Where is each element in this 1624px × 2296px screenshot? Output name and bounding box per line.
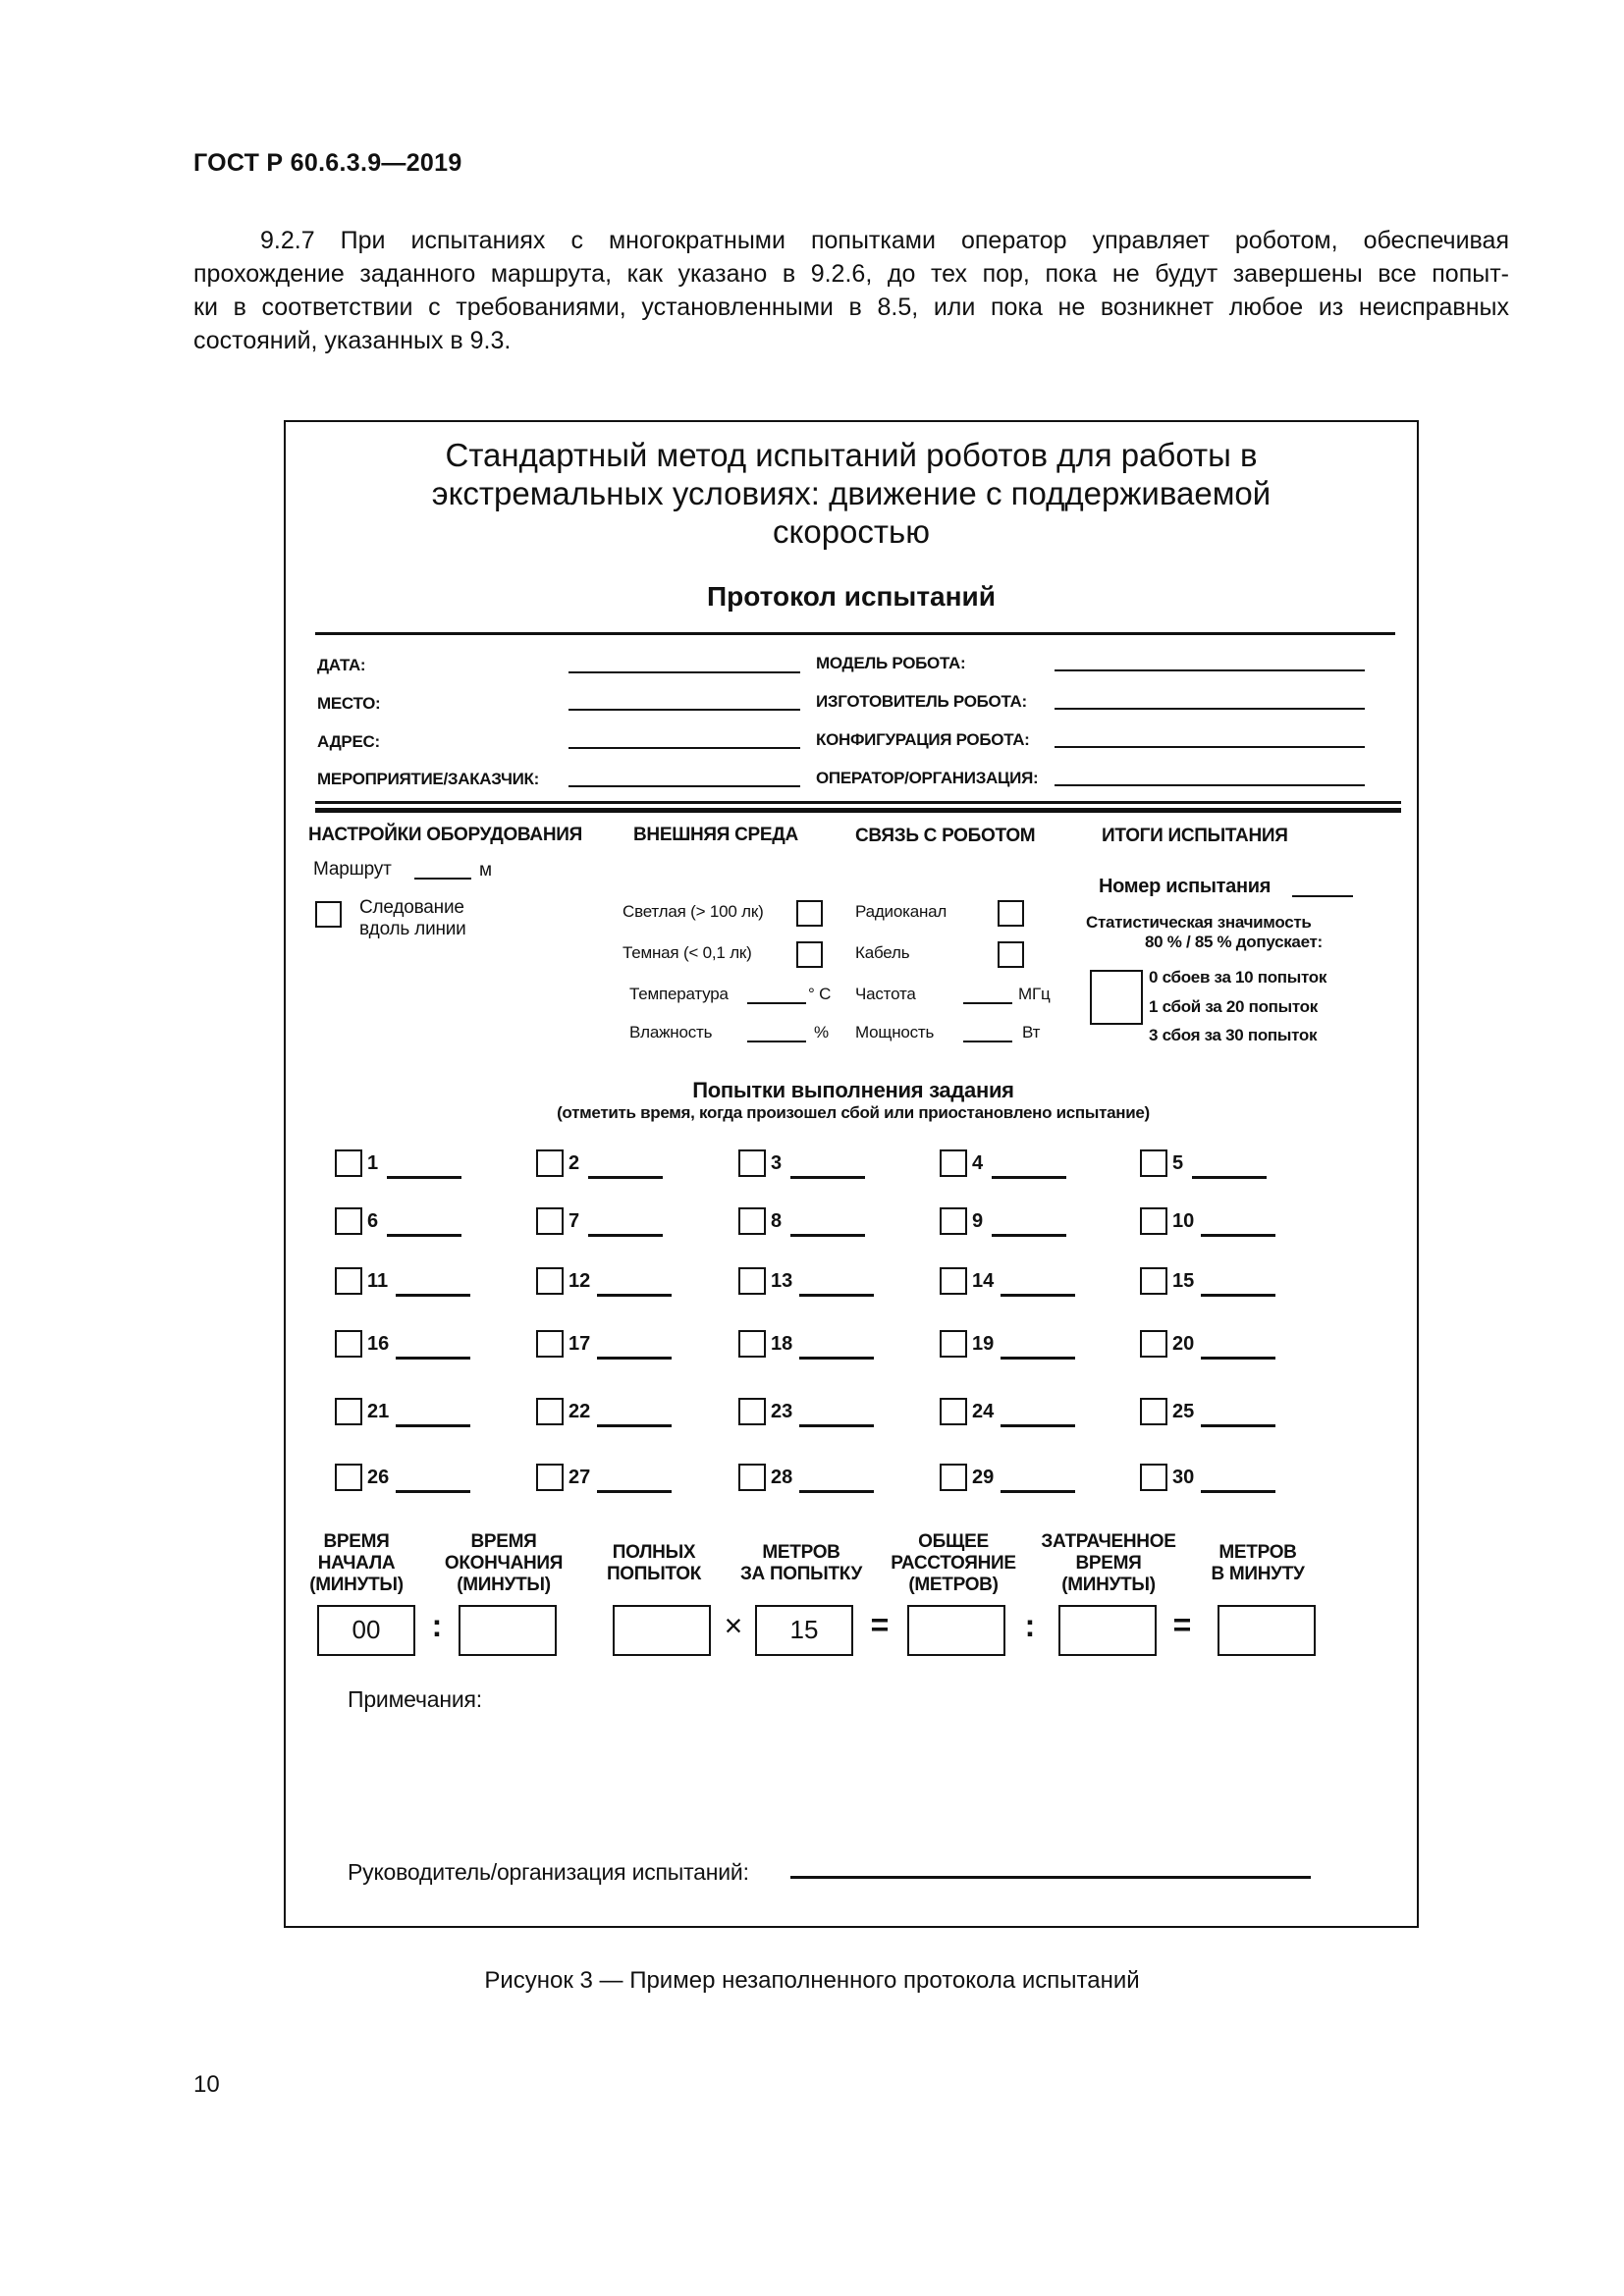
attempt-checkbox[interactable] (940, 1267, 967, 1295)
attempt-time-field[interactable] (799, 1357, 874, 1360)
robot-configuration-field[interactable] (1055, 746, 1365, 748)
humidity-field[interactable] (747, 1041, 806, 1042)
meters-per-attempt-header: МЕТРОВ ЗА ПОПЫТКУ (739, 1542, 863, 1584)
power-label: Мощность (855, 1023, 935, 1041)
attempt-time-field[interactable] (1201, 1234, 1275, 1237)
line-following-label: Следование вдоль линии (359, 897, 466, 939)
notes-area[interactable] (348, 1716, 1359, 1834)
attempt-time-field[interactable] (1001, 1424, 1075, 1427)
attempt-number: 10 (1172, 1210, 1195, 1232)
attempt-number: 17 (568, 1333, 591, 1355)
full-attempts-header: ПОЛНЫХ ПОПЫТОК (606, 1542, 702, 1584)
attempt-number: 8 (771, 1210, 783, 1232)
attempt-checkbox[interactable] (335, 1398, 362, 1425)
power-field[interactable] (963, 1041, 1012, 1042)
protocol-title: Протокол испытаний (707, 581, 996, 612)
temperature-unit: ° С (808, 985, 832, 1003)
attempt-number: 29 (972, 1467, 995, 1488)
result-option: 1 сбой за 20 попыток (1149, 997, 1318, 1016)
attempt-number: 24 (972, 1401, 995, 1422)
event-customer-field[interactable] (568, 785, 800, 787)
equals-operator: = (870, 1607, 890, 1642)
attempt-checkbox[interactable] (536, 1464, 564, 1491)
attempt-number: 25 (1172, 1401, 1195, 1422)
attempt-checkbox[interactable] (738, 1267, 766, 1295)
attempt-number: 14 (972, 1270, 995, 1292)
figure-caption: Рисунок 3 — Пример незаполненного протокола испытаний (484, 1967, 1140, 1994)
attempt-checkbox[interactable] (536, 1267, 564, 1295)
attempt-number: 27 (568, 1467, 591, 1488)
attempt-time-field[interactable] (597, 1424, 672, 1427)
attempt-number: 11 (367, 1270, 389, 1292)
page-number: 10 (193, 2071, 220, 2098)
attempt-number: 6 (367, 1210, 379, 1232)
attempt-checkbox[interactable] (1140, 1464, 1167, 1491)
humidity-unit: % (814, 1023, 829, 1041)
attempt-checkbox[interactable] (536, 1330, 564, 1358)
attempt-number: 20 (1172, 1333, 1195, 1355)
attempt-time-field[interactable] (799, 1294, 874, 1297)
form-title (286, 436, 1417, 551)
attempt-checkbox[interactable] (738, 1398, 766, 1425)
route-label: Маршрут (313, 859, 392, 880)
attempt-checkbox[interactable] (335, 1464, 362, 1491)
attempts-title: Попытки выполнения задания (692, 1078, 1014, 1102)
start-time-header: ВРЕМЯ НАЧАЛА (МИНУТЫ) (309, 1531, 404, 1595)
attempt-checkbox[interactable] (940, 1398, 967, 1425)
colon-operator: : (1024, 1608, 1036, 1643)
attempt-checkbox[interactable] (940, 1207, 967, 1235)
test-protocol-form (284, 420, 1419, 1928)
section-paragraph (193, 224, 1509, 357)
attempt-number: 26 (367, 1467, 390, 1488)
attempt-checkbox[interactable] (940, 1464, 967, 1491)
address-label: АДРЕС: (317, 732, 380, 751)
form-title-line: экстремальных условиях: движение с поддерживаемой (431, 475, 1272, 511)
meters-per-minute-header: МЕТРОВ В МИНУТУ (1211, 1542, 1305, 1584)
robot-comms-heading: СВЯЗЬ С РОБОТОМ (855, 826, 1036, 846)
attempt-number: 23 (771, 1401, 793, 1422)
attempt-number: 1 (367, 1152, 379, 1174)
attempt-checkbox[interactable] (940, 1330, 967, 1358)
end-time-header: ВРЕМЯ ОКОНЧАНИЯ (МИНУТЫ) (444, 1531, 564, 1595)
attempt-checkbox[interactable] (536, 1207, 564, 1235)
divider (315, 632, 1395, 635)
statistical-significance-label: Статистическая значимость (1086, 913, 1312, 932)
test-results-heading: ИТОГИ ИСПЫТАНИЯ (1102, 826, 1288, 846)
place-label: МЕСТО: (317, 694, 381, 713)
attempt-checkbox[interactable] (738, 1464, 766, 1491)
test-number-field[interactable] (1292, 895, 1353, 897)
attempt-time-field[interactable] (799, 1424, 874, 1427)
environment-heading: ВНЕШНЯЯ СРЕДА (633, 825, 798, 845)
paragraph-line: ки в соответствии с требованиями, установленными в 8.5, или пока не возникнет любое из неисправных (193, 294, 1509, 321)
attempt-checkbox[interactable] (1140, 1207, 1167, 1235)
power-unit: Вт (1022, 1023, 1041, 1041)
attempt-number: 9 (972, 1210, 984, 1232)
attempt-time-field[interactable] (387, 1176, 461, 1179)
meters-per-attempt-box[interactable]: 15 (755, 1605, 853, 1656)
attempt-number: 21 (367, 1401, 390, 1422)
attempt-number: 18 (771, 1333, 793, 1355)
attempt-time-field[interactable] (1192, 1176, 1267, 1179)
attempt-time-field[interactable] (1201, 1490, 1275, 1493)
attempt-time-field[interactable] (396, 1424, 470, 1427)
frequency-field[interactable] (963, 1002, 1012, 1004)
attempt-time-field[interactable] (387, 1234, 461, 1237)
start-time-box[interactable]: 00 (317, 1605, 415, 1656)
attempt-time-field[interactable] (588, 1176, 663, 1179)
robot-model-label: МОДЕЛЬ РОБОТА: (816, 654, 966, 672)
attempt-time-field[interactable] (799, 1490, 874, 1493)
attempt-number: 12 (568, 1270, 591, 1292)
paragraph-line: прохождение заданного маршрута, как указано в 9.2.6, до тех пор, пока не будут завершены все попыт- (193, 260, 1509, 288)
date-field[interactable] (568, 671, 800, 673)
attempt-time-field[interactable] (1201, 1357, 1275, 1360)
operator-organization-label: ОПЕРАТОР/ОРГАНИЗАЦИЯ: (816, 769, 1039, 787)
attempt-number: 30 (1172, 1467, 1195, 1488)
dark-checkbox[interactable] (796, 941, 823, 968)
attempt-time-field[interactable] (1001, 1294, 1075, 1297)
attempt-time-field[interactable] (1001, 1357, 1075, 1360)
cable-label: Кабель (855, 943, 910, 962)
cable-checkbox[interactable] (998, 941, 1024, 968)
attempt-time-field[interactable] (1001, 1490, 1075, 1493)
attempt-checkbox[interactable] (536, 1398, 564, 1425)
statistical-significance-label: 80 % / 85 % допускает: (1145, 933, 1323, 951)
frequency-label: Частота (855, 985, 916, 1003)
dark-label: Темная (< 0,1 лк) (623, 943, 752, 962)
attempt-time-field[interactable] (992, 1234, 1066, 1237)
divider (315, 801, 1401, 804)
place-field[interactable] (568, 709, 800, 711)
test-number-label: Номер испытания (1099, 876, 1272, 897)
form-title-line: скоростью (773, 513, 930, 550)
route-length-field[interactable] (414, 878, 471, 880)
paragraph-line: состояний, указанных в 9.3. (193, 327, 512, 354)
attempt-number: 16 (367, 1333, 390, 1355)
supervisor-label: Руководитель/организация испытаний: (348, 1859, 749, 1885)
equals-operator: = (1172, 1607, 1192, 1642)
attempts-subtitle: (отметить время, когда произошел сбой или приостановлено испытание) (557, 1103, 1150, 1122)
form-title-line: Стандартный метод испытаний роботов для работы в (445, 437, 1258, 473)
attempt-time-field[interactable] (396, 1294, 470, 1297)
light-checkbox[interactable] (796, 900, 823, 927)
attempt-number: 3 (771, 1152, 783, 1174)
attempt-checkbox[interactable] (738, 1330, 766, 1358)
document-code-header: ГОСТ Р 60.6.3.9—2019 (193, 149, 462, 177)
attempt-number: 7 (568, 1210, 580, 1232)
attempt-number: 19 (972, 1333, 995, 1355)
attempt-time-field[interactable] (597, 1357, 672, 1360)
attempt-checkbox[interactable] (940, 1149, 967, 1177)
attempt-time-field[interactable] (597, 1490, 672, 1493)
attempt-number: 2 (568, 1152, 580, 1174)
elapsed-time-box[interactable] (1058, 1605, 1157, 1656)
attempt-time-field[interactable] (992, 1176, 1066, 1179)
temperature-label: Температура (629, 985, 729, 1003)
attempt-time-field[interactable] (396, 1490, 470, 1493)
attempt-number: 28 (771, 1467, 793, 1488)
divider (315, 808, 1401, 813)
robot-model-field[interactable] (1055, 669, 1365, 671)
total-distance-box[interactable] (907, 1605, 1005, 1656)
robot-manufacturer-field[interactable] (1055, 708, 1365, 710)
robot-configuration-label: КОНФИГУРАЦИЯ РОБОТА: (816, 730, 1030, 749)
attempt-number: 15 (1172, 1270, 1195, 1292)
paragraph-line: 9.2.7 При испытаниях с многократными попытками оператор управляет роботом, обеспечивая (260, 227, 1509, 254)
frequency-unit: МГц (1018, 985, 1051, 1003)
equipment-settings-heading: НАСТРОЙКИ ОБОРУДОВАНИЯ (308, 825, 582, 845)
attempt-time-field[interactable] (1201, 1424, 1275, 1427)
attempt-checkbox[interactable] (1140, 1330, 1167, 1358)
radio-label: Радиоканал (855, 902, 947, 921)
multiply-operator: × (724, 1608, 743, 1643)
route-unit: м (479, 860, 492, 881)
attempt-time-field[interactable] (396, 1357, 470, 1360)
line-following-checkbox[interactable] (315, 901, 342, 928)
attempt-time-field[interactable] (588, 1234, 663, 1237)
light-label: Светлая (> 100 лк) (623, 902, 764, 921)
attempt-checkbox[interactable] (738, 1207, 766, 1235)
attempt-checkbox[interactable] (335, 1267, 362, 1295)
elapsed-time-header: ЗАТРАЧЕННОЕ ВРЕМЯ (МИНУТЫ) (1041, 1531, 1176, 1595)
humidity-label: Влажность (629, 1023, 713, 1041)
attempt-checkbox[interactable] (738, 1149, 766, 1177)
full-attempts-box[interactable] (613, 1605, 711, 1656)
end-time-box[interactable] (459, 1605, 557, 1656)
operator-organization-field[interactable] (1055, 784, 1365, 786)
temperature-field[interactable] (747, 1002, 806, 1004)
total-distance-header: ОБЩЕЕ РАССТОЯНИЕ (МЕТРОВ) (891, 1531, 1016, 1595)
notes-label: Примечания: (348, 1686, 482, 1712)
radio-checkbox[interactable] (998, 900, 1024, 927)
attempt-checkbox[interactable] (1140, 1398, 1167, 1425)
attempt-time-field[interactable] (1201, 1294, 1275, 1297)
attempt-checkbox[interactable] (335, 1149, 362, 1177)
event-customer-label: МЕРОПРИЯТИЕ/ЗАКАЗЧИК: (317, 770, 539, 788)
attempt-number: 22 (568, 1401, 591, 1422)
attempt-time-field[interactable] (790, 1234, 865, 1237)
attempt-time-field[interactable] (597, 1294, 672, 1297)
attempt-checkbox[interactable] (335, 1330, 362, 1358)
attempt-time-field[interactable] (790, 1176, 865, 1179)
robot-manufacturer-label: ИЗГОТОВИТЕЛЬ РОБОТА: (816, 692, 1027, 711)
address-field[interactable] (568, 747, 800, 749)
supervisor-field[interactable] (790, 1876, 1311, 1879)
date-label: ДАТА: (317, 656, 366, 674)
attempt-checkbox[interactable] (335, 1207, 362, 1235)
result-option: 3 сбоя за 30 попыток (1149, 1026, 1318, 1044)
meters-per-minute-box[interactable] (1218, 1605, 1316, 1656)
attempt-number: 5 (1172, 1152, 1184, 1174)
attempt-checkbox[interactable] (536, 1149, 564, 1177)
attempt-number: 4 (972, 1152, 984, 1174)
colon-operator: : (431, 1608, 443, 1643)
attempt-number: 13 (771, 1270, 793, 1292)
attempt-checkbox[interactable] (1140, 1149, 1167, 1177)
result-option-box[interactable] (1090, 970, 1143, 1025)
result-option: 0 сбоев за 10 попыток (1149, 968, 1327, 987)
attempt-checkbox[interactable] (1140, 1267, 1167, 1295)
